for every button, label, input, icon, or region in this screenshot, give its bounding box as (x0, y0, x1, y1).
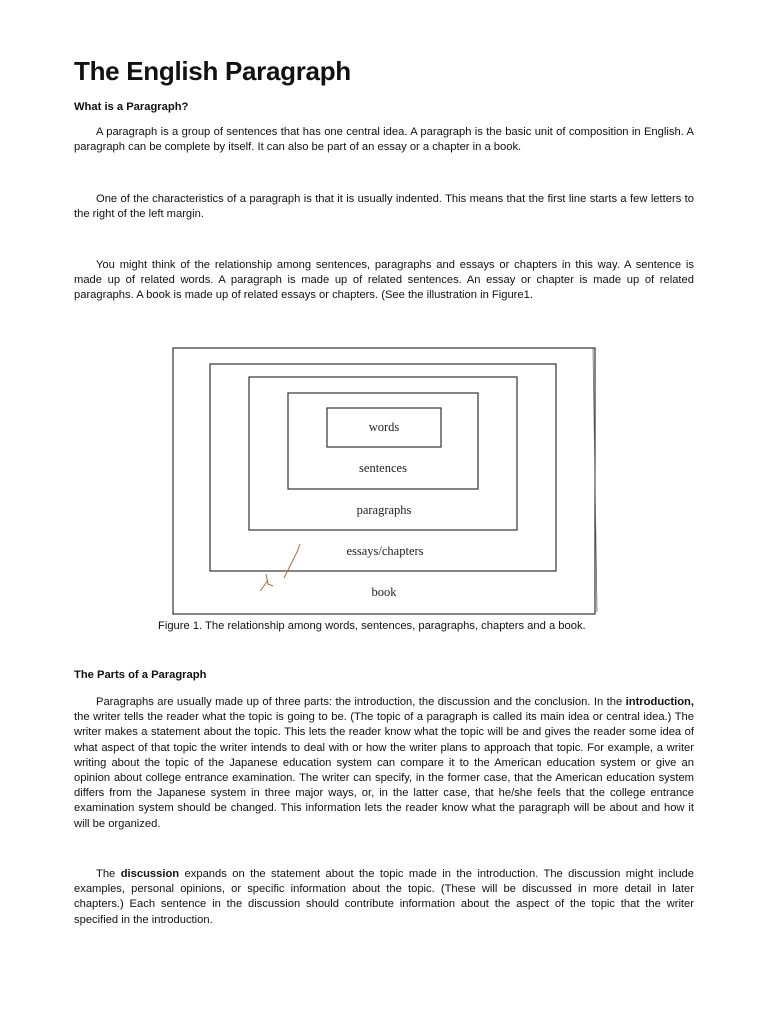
intro-lead: Paragraphs are usually made up of three parts: the introduction, the discussion and the conclusion. In the (96, 696, 623, 708)
paragraph-discussion (74, 867, 694, 928)
pencil-mark (260, 544, 300, 591)
figure-nested-boxes (172, 346, 598, 616)
section-heading-parts-of-paragraph: The Parts of a Paragraph (74, 669, 207, 681)
figure-caption: Figure 1. The relationship among words, sentences, paragraphs, chapters and a book. (158, 620, 586, 632)
label-book: book (371, 585, 397, 599)
section-heading-what-is-paragraph: What is a Paragraph? (74, 101, 189, 113)
intro-rest: the writer tells the reader what the topic is going to be. (The topic of a paragraph is called its main idea or central idea.) The writer makes a statement about the topic. This lets the reader know what the topic will be and gives the reader some idea of what aspect of that topic the writer intends to deal with or how the writer plans to approach that topic. For example, a writer writing about the topic of the Japanese education system can compare it to the American education system or give an opinion about college entrance examination. The writer can specify, in the former case, that the American education system differs from the Japanese system in three major ways, or, in the latter case, that he/she feels that the college entrance examination system should be changed. This information lets the reader know what the paragraph will be about and how it will be organized. (74, 711, 694, 830)
discussion-term: discussion (120, 868, 180, 880)
introduction-term: introduction, (625, 696, 694, 708)
discussion-rest: expands on the statement about the topic made in the introduction. The discussion might include examples, personal opinions, or specific information about the topic. (These will be discussed in more detail in later chapters.) Each sentence in the discussion should contribute information about the aspect of the topic that the writer specified in the introduction. (74, 868, 695, 926)
nested-boxes-diagram (172, 346, 598, 616)
paragraph-definition: A paragraph is a group of sentences that has one central idea. A paragraph is the basic unit of composition in English. A paragraph can be complete by itself. It can also be part of an essay or a chapter in a book. (74, 126, 694, 154)
label-paragraphs: paragraphs (356, 503, 412, 517)
discussion-lead: The (96, 868, 116, 880)
label-essays-chapters: essays/chapters (346, 544, 424, 558)
page-title: The English Paragraph (74, 56, 351, 86)
label-sentences: sentences (359, 461, 407, 475)
label-words: words (368, 420, 400, 434)
paragraph-indentation: One of the characteristics of a paragraph is that it is usually indented. This means that the first line starts a few letters to the right of the left margin. (74, 193, 694, 221)
paragraph-introduction (74, 695, 694, 832)
box-book (173, 348, 595, 614)
paragraph-relationship: You might think of the relationship among sentences, paragraphs and essays or chapters in this way. A sentence is made up of related words. A paragraph is made up of related sentences. An essay or chapter is made up of related paragraphs. A book is made up of related essays or chapters. (See the illustration in Figure1. (74, 259, 694, 302)
